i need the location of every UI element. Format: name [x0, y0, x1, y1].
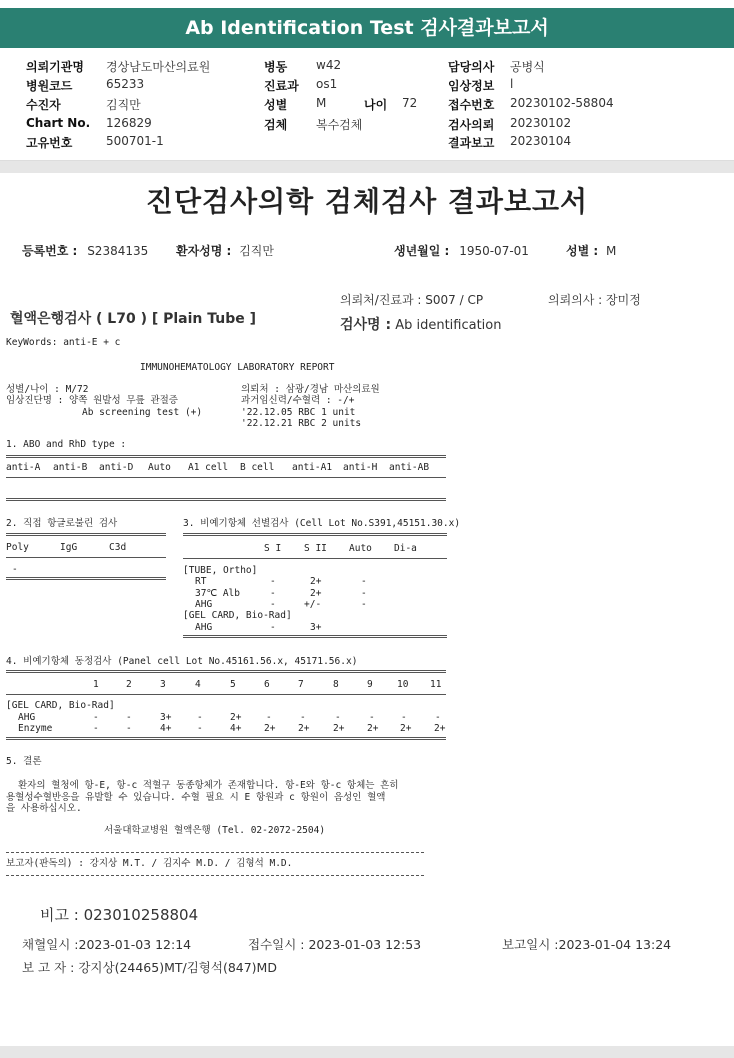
s4-cell: 4+: [160, 723, 172, 734]
s4-header: 5: [230, 679, 236, 690]
collected-time: 채혈일시 :2023-01-03 12:14: [22, 937, 192, 952]
patient-line: [176, 242, 274, 259]
label-sex: 성별: [264, 98, 288, 112]
s4-cell: 2+: [230, 712, 242, 723]
s1-header: anti-A1: [292, 462, 333, 473]
footer-reporter-value: 강지상(24465)MT/김형석(847)MD: [78, 960, 277, 975]
s4-cell: 2+: [264, 723, 276, 734]
value-specimen: 복수검체: [316, 118, 363, 132]
s3-cell: -: [270, 588, 276, 599]
exam-name: Ab identification: [395, 318, 502, 333]
s4-cell: -: [93, 712, 99, 723]
conclusion-line-3: 을 사용하십시오.: [6, 803, 82, 814]
s4-cell: -: [335, 712, 341, 723]
s4-header: 11: [430, 679, 442, 690]
transfusion-2: '22.12.21 RBC 2 units: [241, 418, 362, 429]
s3-cell: 2+: [310, 588, 322, 599]
value-hospital-code: 65233: [106, 77, 145, 91]
s1-header: anti-D: [99, 462, 134, 473]
label-request-date: 검사의뢰: [448, 118, 495, 132]
value-ward: w42: [316, 58, 342, 72]
label-unique-no: 고유번호: [26, 136, 73, 150]
s4-header: 1: [93, 679, 99, 690]
s3-row-label: 37℃ Alb: [195, 588, 240, 599]
s3-row-label: AHG: [195, 622, 213, 633]
value-institution: 경상남도마산의료원: [106, 60, 211, 74]
value-chart-no: 126829: [106, 116, 152, 130]
s4-cell: 2+: [400, 723, 412, 734]
s3-cell: +/-: [304, 599, 322, 610]
s1-rule-bottom: [6, 498, 446, 501]
transfusion-1: '22.12.05 RBC 1 unit: [241, 407, 356, 418]
bottom-band: [0, 1046, 734, 1058]
patient-name: 김직만: [239, 244, 274, 258]
s3-cell: -: [361, 576, 367, 587]
s3-row-label: AHG: [195, 599, 213, 610]
s4-cell: 2+: [298, 723, 310, 734]
s3-cell: -: [361, 588, 367, 599]
s4-cell: -: [126, 723, 132, 734]
s3-cell: -: [270, 622, 276, 633]
conclusion-line-1: 환자의 혈청에 항-E, 항-c 적혈구 동종항체가 존재합니다. 항-E와 항-c 항체는 흔히: [18, 780, 399, 791]
s4-cell: 2+: [333, 723, 345, 734]
s2-rule-bottom: [6, 577, 166, 580]
s3-header: S I: [264, 543, 282, 554]
s1-header: Auto: [148, 462, 171, 473]
value-receipt-no: 20230102-58804: [510, 96, 614, 110]
s4-cell: -: [126, 712, 132, 723]
label-report-date: 결과보고: [448, 136, 495, 150]
label-hospital-code: 병원코드: [26, 79, 73, 93]
s3-rule-mid: [183, 558, 447, 559]
value-age: 72: [402, 96, 418, 110]
value-request-date: 20230102: [510, 116, 572, 130]
note-label: 비고 :: [40, 906, 79, 924]
s4-cell: -: [300, 712, 306, 723]
received-time: 접수일시 : 2023-01-03 12:53: [248, 937, 422, 952]
s1-header: anti-AB: [389, 462, 430, 473]
s4-cell: -: [369, 712, 375, 723]
label-age: 나이: [364, 98, 388, 112]
s1-header: anti-B: [53, 462, 88, 473]
value-department: os1: [316, 77, 338, 91]
s1-title: 1. ABO and RhD type :: [6, 439, 127, 450]
doctor-line: 의뢰의사 : 장미정: [548, 293, 641, 307]
reporter-rule-top: [6, 852, 424, 853]
footer-reporter: [22, 958, 277, 976]
s1-header: anti-A: [6, 462, 41, 473]
label-clinical-info: 임상정보: [448, 79, 495, 93]
footer-reporter-label: 보 고 자 :: [22, 960, 75, 975]
s3-header: Auto: [349, 543, 372, 554]
s4-header: 3: [160, 679, 166, 690]
reporter-rule-bottom: [6, 875, 424, 876]
reg-no: S2384135: [87, 244, 149, 258]
label-patient: 수진자: [26, 98, 61, 112]
value-clinical-info: l: [510, 77, 514, 91]
label-ward: 병동: [264, 60, 288, 74]
s3-header: Di-a: [394, 543, 417, 554]
s2-header: IgG: [60, 542, 78, 553]
s4-cell: -: [197, 712, 203, 723]
lab-reporter: 보고자(판독의) : 강지상 M.T. / 김지수 M.D. / 김형석 M.D.: [6, 858, 293, 869]
s4-header: 8: [333, 679, 339, 690]
s4-header: 7: [298, 679, 304, 690]
s1-rule-top: [6, 455, 446, 458]
s1-rule-mid: [6, 477, 446, 478]
s4-rule-mid: [6, 694, 446, 695]
s4-cell: -: [266, 712, 272, 723]
value-doctor: 공병식: [510, 60, 545, 74]
exam-line: [340, 314, 501, 334]
s5-title: 5. 결론: [6, 756, 42, 767]
s3-row-label: RT: [195, 576, 207, 587]
s3-cell: -: [361, 599, 367, 610]
s4-header: 6: [264, 679, 270, 690]
s3-title: 3. 비예기항체 선별검사 (Cell Lot No.S391,45151.30.x): [183, 518, 461, 529]
s2-rule-top: [6, 533, 166, 536]
sex-value: M: [606, 244, 617, 258]
birth-line: [394, 242, 529, 259]
s4-row-label: Enzyme: [18, 723, 53, 734]
s4-cell: 2+: [434, 723, 446, 734]
s3-cell: 2+: [310, 576, 322, 587]
s4-cell: -: [401, 712, 407, 723]
s1-header: anti-H: [343, 462, 378, 473]
s3-group-gel: [GEL CARD, Bio-Rad]: [183, 610, 292, 621]
sex-line: [566, 242, 616, 259]
birth-date: 1950-07-01: [459, 244, 529, 258]
diagnosis-2: Ab screening test (+): [82, 407, 203, 418]
s4-cell: -: [93, 723, 99, 734]
registration-line: [22, 242, 148, 259]
s3-cell: -: [270, 599, 276, 610]
value-unique-no: 500701-1: [106, 134, 164, 148]
report-title: 진단검사의학 검체검사 결과보고서: [145, 185, 589, 218]
s4-cell: -: [435, 712, 441, 723]
s4-row-label: AHG: [18, 712, 36, 723]
s3-group-tube: [TUBE, Ortho]: [183, 565, 258, 576]
separator-band: [0, 160, 734, 173]
section-title: 혈액은행검사 ( L70 ) [ Plain Tube ]: [10, 311, 257, 327]
s3-cell: -: [270, 576, 276, 587]
label-receipt-no: 접수번호: [448, 98, 495, 112]
lab-report-title: IMMUNOHEMATOLOGY LABORATORY REPORT: [140, 362, 335, 373]
diagnosis-1: 임상진단명 : 양쪽 원발성 무릎 관절증: [6, 395, 178, 406]
s4-header: 10: [397, 679, 409, 690]
s1-header: A1 cell: [188, 462, 229, 473]
label-doctor: 담당의사: [448, 60, 495, 74]
label-chart-no: Chart No.: [26, 116, 91, 130]
value-patient: 김직만: [106, 98, 141, 112]
reg-label: 등록번호 :: [22, 244, 78, 258]
label-specimen: 검체: [264, 118, 288, 132]
s4-header: 9: [367, 679, 373, 690]
banner-title: Ab Identification Test 검사결과보고서: [185, 17, 549, 39]
s4-cell: -: [197, 723, 203, 734]
s3-rule-top: [183, 533, 447, 536]
keywords: KeyWords: anti-E + c: [6, 337, 121, 348]
label-institution: 의뢰기관명: [26, 60, 84, 74]
s4-rule-bottom: [6, 737, 446, 740]
sex-label: 성별 :: [566, 244, 599, 258]
s4-rule-top: [6, 670, 446, 673]
s3-cell: 3+: [310, 622, 322, 633]
history: 과거임신력/수혈력 : -/+: [241, 395, 355, 406]
s4-header: 2: [126, 679, 132, 690]
note-value: 023010258804: [83, 906, 199, 924]
s4-group: [GEL CARD, Bio-Rad]: [6, 700, 115, 711]
dept-line: 의뢰처/진료과 : S007 / CP: [340, 293, 484, 307]
exam-label: 검사명 :: [340, 317, 392, 333]
s2-header: C3d: [109, 542, 127, 553]
label-department: 진료과: [264, 79, 299, 93]
s1-header: B cell: [240, 462, 275, 473]
value-report-date: 20230104: [510, 134, 572, 148]
s4-title: 4. 비예기항체 동정검사 (Panel cell Lot No.45161.56.x, 45171.56.x): [6, 656, 358, 667]
s4-cell: 2+: [367, 723, 379, 734]
reported-time: 보고일시 :2023-01-04 13:24: [502, 937, 672, 952]
s4-cell: 4+: [230, 723, 242, 734]
birth-label: 생년월일 :: [394, 244, 450, 258]
s3-rule-bottom: [183, 635, 447, 638]
s2-title: 2. 직접 항글로불린 검사: [6, 518, 118, 529]
s4-cell: 3+: [160, 712, 172, 723]
conclusion-line-2: 용혈성수혈반응을 유발할 수 있습니다. 수혈 필요 시 E 항원과 c 항원이 음성인 혈액: [6, 792, 386, 803]
s4-header: 4: [195, 679, 201, 690]
note-line: [40, 904, 198, 925]
s2-value: -: [12, 564, 18, 575]
s2-header: Poly: [6, 542, 29, 553]
sex-age: 성별/나이 : M/72: [6, 384, 89, 395]
s2-rule-mid: [6, 557, 166, 558]
referral: 의뢰처 : 삼광/경남 마산의료원: [241, 384, 380, 395]
patient-label: 환자성명 :: [176, 244, 232, 258]
value-sex: M: [316, 96, 327, 110]
blood-bank-line: 서울대학교병원 혈액은행 (Tel. 02-2072-2504): [104, 825, 326, 836]
s3-header: S II: [304, 543, 327, 554]
